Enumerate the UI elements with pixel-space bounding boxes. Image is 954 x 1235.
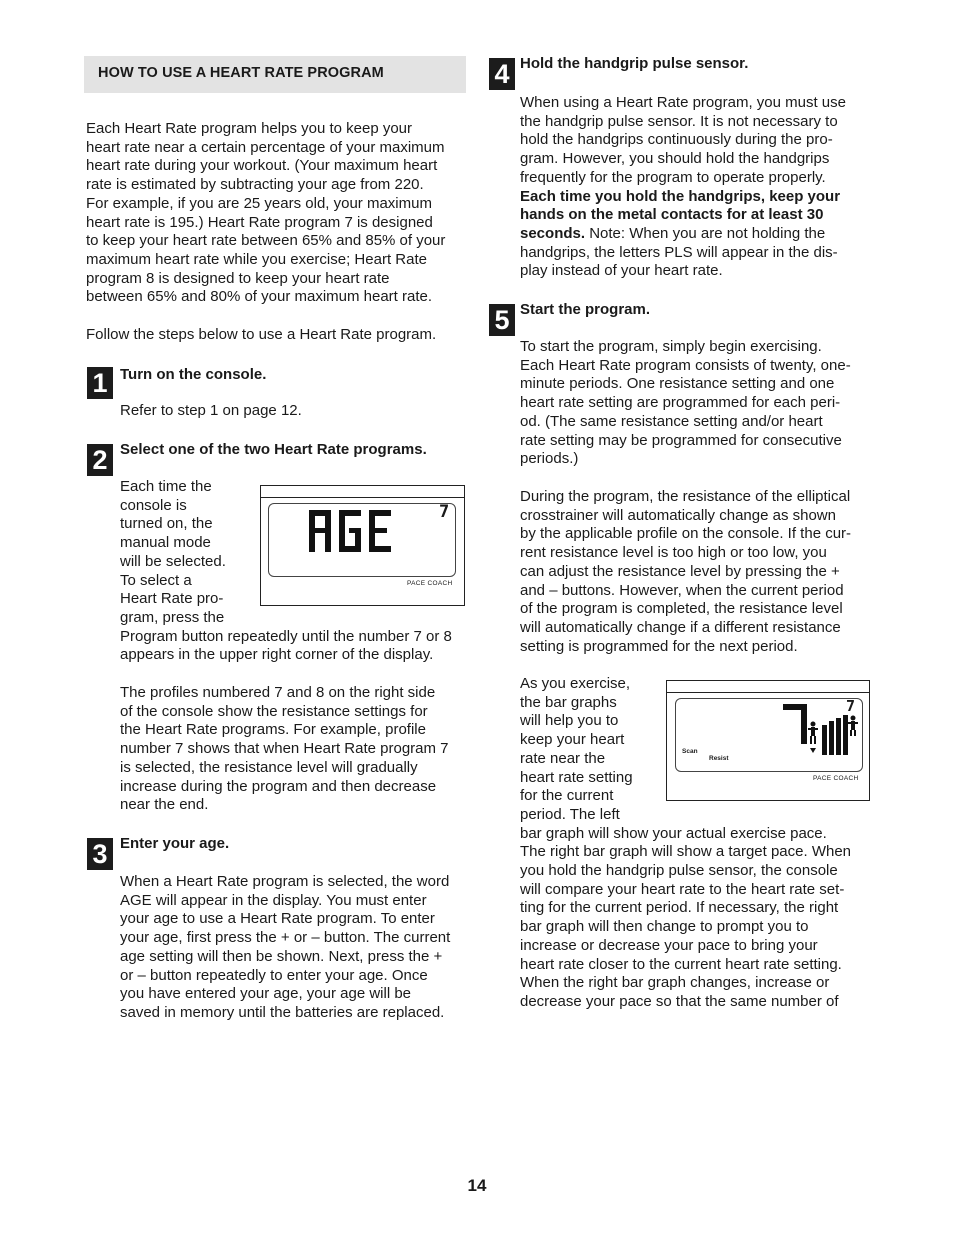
text-line: by the applicable profile on the console. If the cur-: [520, 525, 852, 543]
console-display-age: [260, 485, 465, 606]
text-line: console is: [120, 496, 187, 514]
text-line: can adjust the resistance level by pressing the +: [520, 562, 840, 580]
text-line: will be selected.: [120, 552, 226, 570]
text-line: When a Heart Rate program is selected, the word: [120, 873, 450, 890]
step-2-badge: 2: [87, 444, 113, 476]
text-line: gram. However, you should hold the handgrips: [520, 150, 830, 168]
text-line: of the program is completed, the resistance level: [520, 600, 843, 618]
text-line: To start the program, simply begin exercising.: [520, 338, 822, 355]
text-line: gram, press the: [120, 608, 225, 626]
intro-line: heart rate is 195.) Heart Rate program 7 is designed: [86, 213, 433, 231]
step-5-title: Start the program.: [520, 301, 651, 318]
section-title: HOW TO USE A HEART RATE PROGRAM: [98, 65, 384, 81]
step-5-paragraph-2: [520, 488, 880, 656]
text-line: appears in the upper right corner of the display.: [120, 646, 434, 664]
text-line: rent resistance level is too high or too low, you: [520, 544, 827, 562]
text-line-mixed: [520, 225, 880, 244]
text-line: period. The left: [520, 805, 620, 823]
text-line: periods.): [520, 450, 579, 468]
text-line: is selected, the resistance level will gradually: [120, 758, 418, 776]
text-line: and – buttons. However, when the current period: [520, 581, 844, 599]
text-line: frequently for the program to operate properly.: [520, 168, 826, 186]
text-line: Program button repeatedly until the number 7 or 8: [120, 627, 452, 645]
text-line: your age to use a Heart Rate program. To enter: [120, 910, 435, 928]
intro-line: program 8 is designed to keep your heart rate: [86, 269, 390, 287]
text-line: hold the handgrips continuously during the pro-: [520, 131, 833, 149]
step-1-title: Turn on the console.: [120, 366, 267, 383]
text-line: AGE will appear in the display. You must enter: [120, 891, 427, 909]
lcd-corner-digit: 7: [846, 697, 856, 715]
text-line: age setting will then be shown. Next, press the +: [120, 947, 443, 965]
text-line-bold: Each time you hold the handgrips, keep your: [520, 187, 841, 205]
text-line: bar graph will show your actual exercise pace.: [520, 824, 827, 842]
intro-line: maximum heart rate while you exercise; Heart Rate: [86, 250, 427, 268]
console-display-bargraph: [666, 680, 870, 801]
pace-coach-label: PACE COACH: [813, 775, 859, 782]
text-line: or – button repeatedly to enter your age. Once: [120, 966, 428, 984]
text-line: will automatically change if a different resistance: [520, 618, 841, 636]
text-line: number 7 shows that when Heart Rate program 7: [120, 740, 449, 758]
intro-line: heart rate during your workout. (Your maximum heart: [86, 157, 438, 175]
text-line: heart rate setting: [520, 768, 633, 786]
text-line: handgrips, the letters PLS will appear in the dis-: [520, 243, 838, 261]
step-4-badge: 4: [489, 58, 515, 90]
text-line: turned on, the: [120, 515, 213, 533]
text-line: setting is programmed for the next period.: [520, 637, 798, 655]
lcd-corner-digit: 7: [439, 502, 450, 522]
text-line: you hold the handgrip pulse sensor, the console: [520, 862, 838, 880]
intro-line: For example, if you are 25 years old, your maximum: [86, 194, 432, 212]
text-line: As you exercise,: [520, 675, 631, 692]
text-line: rate near the: [520, 749, 606, 767]
step-4-title: Hold the handgrip pulse sensor.: [520, 55, 749, 72]
text-line: When using a Heart Rate program, you must use: [520, 94, 846, 111]
text-line: the bar graphs: [520, 693, 617, 711]
pace-coach-label: PACE COACH: [407, 580, 453, 587]
step-4-body: [520, 94, 880, 281]
text-line: the Heart Rate programs. For example, profile: [120, 721, 426, 739]
text-line: crosstrainer will automatically change as shown: [520, 506, 836, 524]
step-3-title: Enter your age.: [120, 835, 230, 852]
text-line: of the console show the resistance settings for: [120, 702, 428, 720]
text-line: will help you to: [520, 712, 619, 730]
text-line: your age, first press the + or – button. The current: [120, 929, 451, 947]
step-1-badge: 1: [87, 367, 113, 399]
intro-line: Each Heart Rate program helps you to keep your: [86, 120, 413, 137]
text-line: bar graph will then change to prompt you to: [520, 918, 809, 936]
text-line: The profiles numbered 7 and 8 on the right side: [120, 684, 436, 701]
scan-label: Scan: [682, 748, 698, 755]
text-line: ting for the current period. If necessary, the right: [520, 899, 839, 917]
text-line: increase during the program and then decrease: [120, 777, 437, 795]
text-line: decrease your pace so that the same number of: [520, 992, 839, 1010]
text-line: you have entered your age, your age will be: [120, 985, 412, 1003]
text-line: the handgrip pulse sensor. It is not necessary to: [520, 112, 838, 130]
step-1-body: Refer to step 1 on page 12.: [120, 402, 302, 419]
text-line: During the program, the resistance of the elliptical: [520, 488, 851, 505]
text-line: play instead of your heart rate.: [520, 262, 723, 280]
text-line: Each time the: [120, 478, 212, 495]
text-line: increase or decrease your pace to bring your: [520, 936, 818, 954]
step-3-body: [120, 873, 480, 1023]
text-line: heart rate setting are programmed for each peri-: [520, 394, 841, 412]
step-2-paragraph-2: [120, 684, 480, 815]
intro-line: to keep your heart rate between 65% and 85% of your: [86, 232, 446, 250]
step-5-paragraph-1: [520, 338, 880, 469]
text-line: Heart Rate pro-: [120, 590, 224, 608]
intro-follow: Follow the steps below to use a Heart Rate program.: [86, 326, 437, 343]
text-line: Each Heart Rate program consists of twenty, one-: [520, 356, 851, 374]
page-number: 14: [467, 1176, 487, 1195]
bold-fragment: seconds.: [520, 224, 586, 242]
text-line: will compare your heart rate to the heart rate set-: [520, 880, 845, 898]
text-line: minute periods. One resistance setting and one: [520, 375, 835, 393]
resist-label: Resist: [709, 755, 729, 762]
text-line: for the current: [520, 787, 614, 805]
text-line: od. (The same resistance setting and/or heart: [520, 412, 823, 430]
step-5-badge: 5: [489, 304, 515, 336]
plain-fragment: Note: When you are not holding the: [585, 224, 826, 242]
section-heading: [84, 56, 466, 93]
step-3-badge: 3: [87, 838, 113, 870]
text-line: When the right bar graph changes, increase or: [520, 974, 830, 992]
text-line: To select a: [120, 571, 192, 589]
intro-line: between 65% and 80% of your maximum heart rate.: [86, 288, 433, 306]
intro-line: heart rate near a certain percentage of your maximum: [86, 138, 445, 156]
intro-line: rate is estimated by subtracting your age from 220.: [86, 176, 424, 194]
text-line: keep your heart: [520, 731, 625, 749]
intro-paragraph: [86, 120, 476, 307]
text-line: near the end.: [120, 796, 209, 814]
text-line: saved in memory until the batteries are replaced.: [120, 1003, 445, 1021]
text-line: manual mode: [120, 534, 211, 552]
bar-graph-icon: [805, 715, 859, 767]
text-line: The right bar graph will show a target pace. When: [520, 843, 852, 861]
text-line-bold: hands on the metal contacts for at least 30: [520, 206, 824, 224]
text-line: rate setting may be programmed for consecutive: [520, 431, 842, 449]
lcd-age-glyphs: [307, 508, 397, 554]
text-line: heart rate closer to the current heart rate setting.: [520, 955, 842, 973]
step-2-title: Select one of the two Heart Rate programs.: [120, 441, 427, 458]
